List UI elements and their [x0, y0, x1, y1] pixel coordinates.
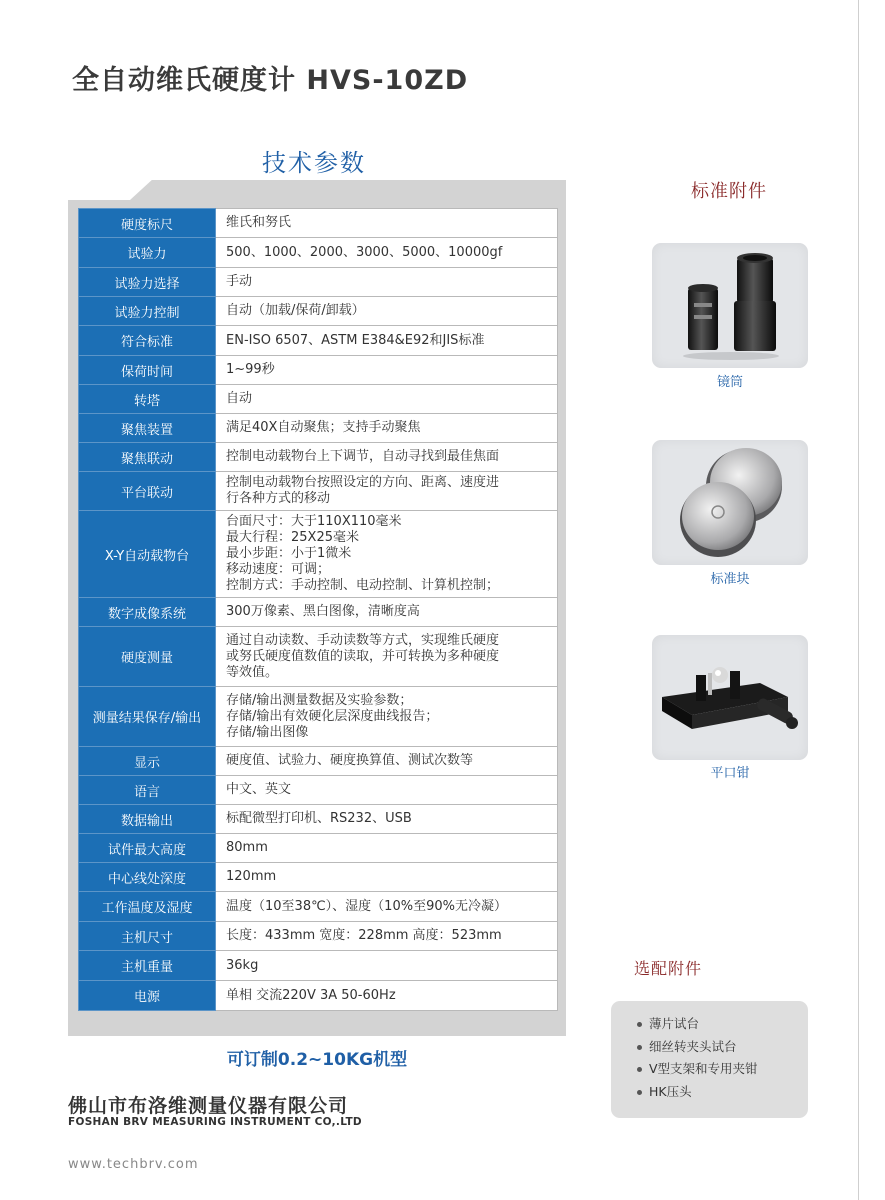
spec-row — [79, 326, 558, 356]
spec-value — [216, 805, 558, 834]
spec-value — [216, 951, 558, 981]
optional-accessory-item: 细丝转夹头试台 — [637, 1036, 808, 1059]
spec-value — [216, 238, 558, 268]
spec-value — [216, 687, 558, 747]
spec-row — [79, 981, 558, 1011]
spec-row — [79, 443, 558, 472]
spec-row — [79, 747, 558, 776]
spec-label: 显示 — [79, 747, 216, 776]
spec-value — [216, 922, 558, 951]
optional-accessory-item: HK压头 — [637, 1081, 808, 1104]
spec-value-line: 最大行程：25X25毫米 — [226, 530, 359, 545]
company-name-en: FOSHAN BRV MEASURING INSTRUMENT CO,.LTD — [68, 1116, 362, 1128]
spec-value-line: 移动速度：可调； — [226, 562, 331, 577]
spec-row — [79, 776, 558, 805]
spec-heading: 技术参数 — [262, 149, 366, 177]
accessory-image-vise — [652, 635, 808, 760]
spec-value — [216, 511, 558, 598]
spec-value-line: 台面尺寸：大于110X110毫米 — [226, 514, 402, 529]
spec-value-line: 标配微型打印机、RS232、USB — [226, 811, 412, 826]
spec-label: 硬度测量 — [79, 627, 216, 687]
spec-value-line: 控制方式：手动控制、电动控制、计算机控制； — [226, 578, 500, 593]
spec-row — [79, 238, 558, 268]
optional-accessories-list — [611, 1001, 808, 1103]
spec-value — [216, 776, 558, 805]
spec-label: X-Y自动载物台 — [79, 511, 216, 598]
spec-label: 工作温度及湿度 — [79, 892, 216, 922]
spec-value-line: 存储/输出有效硬化层深度曲线报告； — [226, 708, 439, 724]
standard-accessories-heading: 标准附件 — [691, 181, 767, 202]
spec-value-line: 单相 交流220V 3A 50-60Hz — [226, 987, 396, 1003]
accessory-label-lens-tube: 镜筒 — [716, 375, 743, 390]
spec-value-line: 36kg — [226, 957, 259, 973]
accessory-label-vise: 平口钳 — [710, 766, 750, 781]
spec-label: 中心线处深度 — [79, 863, 216, 892]
spec-value — [216, 472, 558, 511]
spec-label: 主机重量 — [79, 951, 216, 981]
spec-value-line: 中文、英文 — [226, 782, 292, 797]
spec-value-line: 80mm — [226, 840, 268, 855]
spec-label: 硬度标尺 — [79, 209, 216, 238]
spec-label: 符合标准 — [79, 326, 216, 356]
spec-value — [216, 981, 558, 1011]
spec-value — [216, 209, 558, 238]
spec-row — [79, 511, 558, 598]
spec-value-line: 手动 — [226, 274, 253, 289]
spec-row — [79, 472, 558, 511]
custom-model-note: 可订制0.2~10KG机型 — [226, 1050, 408, 1070]
accessory-image-test-block — [652, 440, 808, 565]
spec-value-line: 120mm — [226, 869, 277, 884]
spec-row — [79, 297, 558, 326]
spec-label: 聚焦装置 — [79, 414, 216, 443]
spec-value-line: 自动（加载/保荷/卸载） — [226, 303, 365, 318]
optional-accessory-item: 薄片试台 — [637, 1013, 808, 1036]
page-edge-rule — [858, 0, 885, 1200]
spec-value — [216, 863, 558, 892]
spec-row — [79, 385, 558, 414]
optional-accessories-box — [611, 1001, 808, 1118]
accessory-label-test-block: 标准块 — [710, 572, 750, 587]
spec-row — [79, 356, 558, 385]
spec-value-line: 500、1000、2000、3000、5000、10000gf — [226, 244, 503, 260]
spec-value-line: 最小步距：小于1微米 — [226, 546, 352, 561]
spec-value-line: 长度：433mm 宽度：228mm 高度：523mm — [226, 928, 502, 943]
spec-value — [216, 627, 558, 687]
spec-label: 转塔 — [79, 385, 216, 414]
spec-row — [79, 414, 558, 443]
spec-value — [216, 268, 558, 297]
spec-value-line: 通过自动读数、手动读数等方式，实现维氏硬度 — [226, 632, 500, 648]
optional-accessory-item: V型支架和专用夹钳 — [637, 1058, 808, 1081]
spec-value — [216, 356, 558, 385]
spec-value-line: 行各种方式的移动 — [226, 491, 331, 506]
spec-label: 保荷时间 — [79, 356, 216, 385]
spec-value-line: 等效值。 — [226, 664, 279, 680]
spec-value-line: 存储/输出图像 — [226, 724, 309, 740]
spec-label: 平台联动 — [79, 472, 216, 511]
vise-image — [652, 635, 808, 760]
company-name-cn: 佛山市布洛维测量仪器有限公司 — [68, 1095, 349, 1117]
spec-value-line: 控制电动载物台按照设定的方向、距离、速度进 — [226, 475, 500, 490]
spec-row — [79, 834, 558, 863]
page-title: 全自动维氏硬度计 HVS-10ZD — [72, 65, 469, 96]
lens-tube-image — [652, 243, 808, 368]
spec-value — [216, 385, 558, 414]
spec-row — [79, 209, 558, 238]
spec-label: 主机尺寸 — [79, 922, 216, 951]
spec-value — [216, 414, 558, 443]
spec-row — [79, 627, 558, 687]
spec-value-line: 温度（10至38℃）、湿度（10%至90%无冷凝） — [226, 898, 507, 914]
spec-label: 数字成像系统 — [79, 598, 216, 627]
spec-row — [79, 892, 558, 922]
spec-value-line: 维氏和努氏 — [226, 215, 292, 230]
spec-label: 试件最大高度 — [79, 834, 216, 863]
spec-value — [216, 443, 558, 472]
spec-row — [79, 922, 558, 951]
spec-value — [216, 747, 558, 776]
spec-label: 测量结果保存/输出 — [79, 687, 216, 747]
spec-row — [79, 598, 558, 627]
spec-label: 聚焦联动 — [79, 443, 216, 472]
spec-table — [78, 208, 558, 1011]
company-website[interactable]: www.techbrv.com — [68, 1157, 199, 1172]
accessory-image-lens-tube — [652, 243, 808, 368]
spec-value — [216, 834, 558, 863]
spec-value-line: 或努氏硬度值数值的读取，并可转换为多种硬度 — [226, 648, 500, 664]
spec-value — [216, 326, 558, 356]
spec-value-line: 硬度值、试验力、硬度换算值、测试次数等 — [226, 753, 474, 768]
spec-value-line: 300万像素、黑白图像，清晰度高 — [226, 604, 420, 619]
spec-value-line: 控制电动载物台上下调节，自动寻找到最佳焦面 — [226, 449, 500, 464]
spec-value-line: 1~99秒 — [226, 362, 275, 377]
spec-row — [79, 268, 558, 297]
spec-value — [216, 297, 558, 326]
spec-row — [79, 951, 558, 981]
spec-row — [79, 805, 558, 834]
spec-label: 试验力 — [79, 238, 216, 268]
spec-label: 电源 — [79, 981, 216, 1011]
table-tab-decoration — [130, 180, 566, 200]
spec-value — [216, 892, 558, 922]
spec-value-line: 自动 — [226, 391, 253, 406]
spec-value-line: 存储/输出测量数据及实验参数； — [226, 692, 413, 708]
spec-label: 试验力控制 — [79, 297, 216, 326]
spec-value-line: 满足40X自动聚焦；支持手动聚焦 — [226, 420, 421, 435]
spec-label: 语言 — [79, 776, 216, 805]
spec-row — [79, 863, 558, 892]
spec-label: 试验力选择 — [79, 268, 216, 297]
test-block-image — [652, 440, 808, 565]
spec-label: 数据输出 — [79, 805, 216, 834]
spec-value — [216, 598, 558, 627]
optional-accessories-heading: 选配附件 — [634, 959, 703, 978]
spec-row — [79, 687, 558, 747]
spec-value-line: EN-ISO 6507、ASTM E384&E92和JIS标准 — [226, 332, 485, 348]
